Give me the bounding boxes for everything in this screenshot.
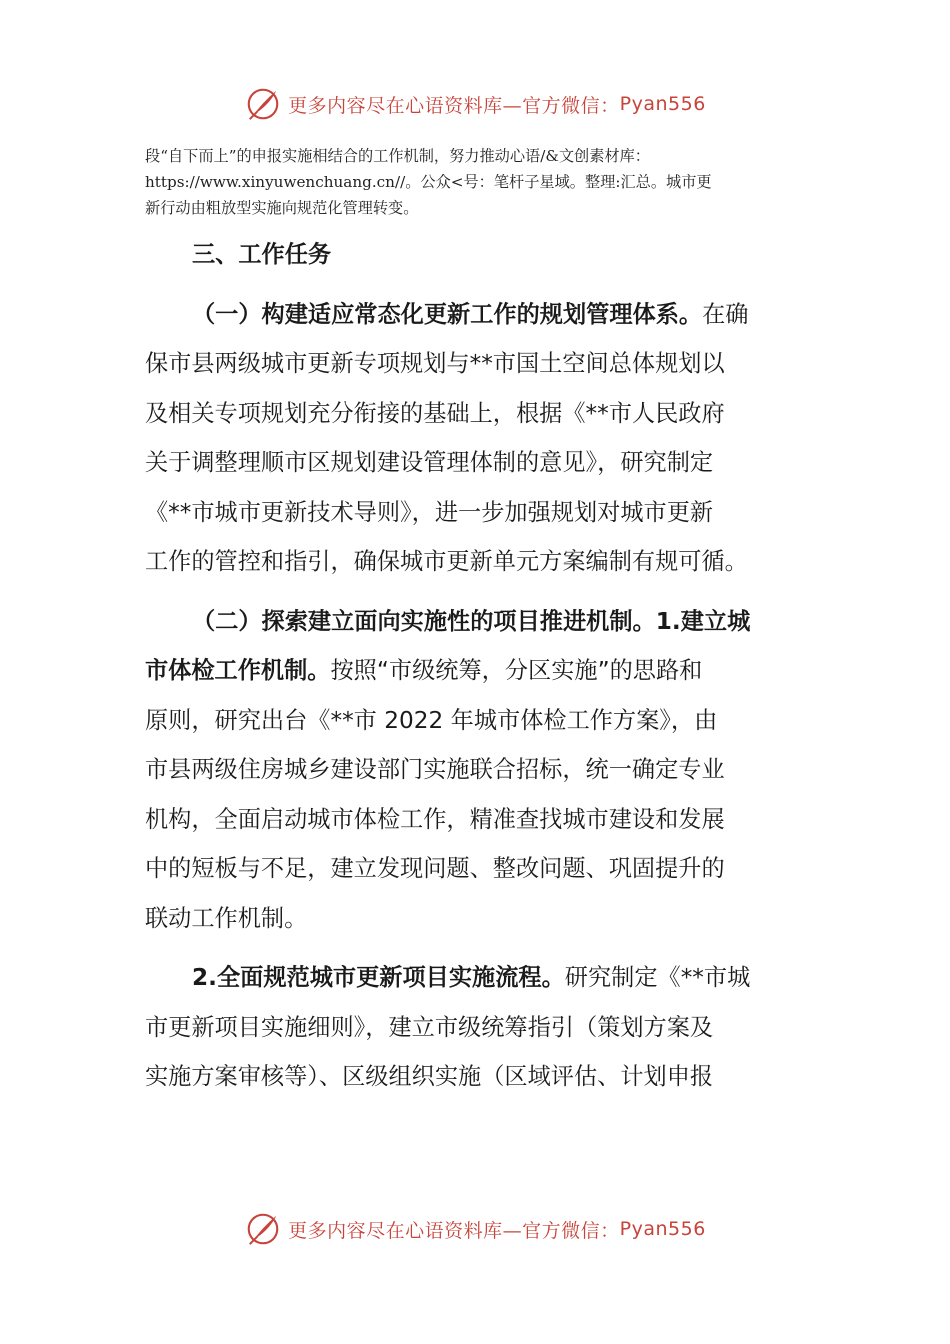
para2-line: 联动工作机制。 [145, 904, 308, 932]
para1-title: （一）构建适应常态化更新工作的规划管理体系。 [192, 300, 703, 328]
section-heading: 三、工作任务 [192, 241, 332, 268]
para3-line [145, 953, 810, 1003]
body-content [145, 230, 810, 1102]
para2-subtitle: 市体检工作机制。 [145, 657, 331, 684]
intro-paragraph [145, 143, 810, 221]
intro-line: 段“自下而上”的申报实施相结合的工作机制，努力推动心语/&文创素材库： [145, 147, 650, 165]
para1-line: 保市县两级城市更新专项规划与**市国土空间总体规划以 [145, 350, 725, 377]
para1-line: 及相关专项规划充分衔接的基础上，根据《**市人民政府 [145, 399, 725, 427]
intro-line: 新行动由粗放型实施向规范化管理转变。 [145, 199, 419, 217]
banner-wechat-id: Pyan556 [619, 1218, 706, 1240]
para1-line: 工作的管控和指引，确保城市更新单元方案编制有规可循。 [145, 548, 748, 575]
para2-line: 机构，全面启动城市体检工作，精准查找城市建设和发展 [145, 805, 725, 833]
para2-line: 市县两级住房城乡建设部门实施联合招标，统一确定专业 [145, 756, 725, 783]
para1-line [145, 290, 810, 340]
intro-line: https://www.xinyuwenchuang.cn//。公众<号：笔杆子星域。整理:汇总。城市更 [145, 173, 712, 191]
footer-banner [0, 1209, 950, 1249]
para1-line: 《**市城市更新技术导则》，进一步加强规划对城市更新 [145, 498, 714, 526]
para2-line: 中的短板与不足，建立发现问题、整改问题、巩固提升的 [145, 855, 725, 882]
para3-text: 研究制定《**市城 [564, 964, 751, 991]
banner-text: 更多内容尽在心语资料库—官方微信： [288, 94, 620, 117]
para2-line: 原则，研究出台《**市 2022 年城市体检工作方案》，由 [145, 706, 718, 734]
para2-line [145, 646, 810, 696]
header-banner [0, 84, 950, 124]
banner-wechat-id: Pyan556 [619, 93, 706, 115]
para1-line: 关于调整理顺市区规划建设管理体制的意见》，研究制定 [145, 449, 714, 476]
para2-text: 按照“市级统筹，分区实施”的思路和 [330, 657, 703, 684]
para3-line: 市更新项目实施细则》，建立市级统筹指引（策划方案及 [145, 1013, 714, 1041]
para3-line: 实施方案审核等）、区级组织实施（区域评估、计划申报 [145, 1063, 714, 1090]
para2-title: （二）探索建立面向实施性的项目推进机制。1.建立城 [192, 607, 751, 635]
banner-text: 更多内容尽在心语资料库—官方微信： [288, 1219, 620, 1242]
para3-title: 2.全面规范城市更新项目实施流程。 [192, 964, 565, 991]
para1-text: 在确 [702, 300, 749, 328]
feather-pen-logo-icon [244, 1210, 282, 1248]
feather-pen-logo-icon [244, 85, 282, 123]
